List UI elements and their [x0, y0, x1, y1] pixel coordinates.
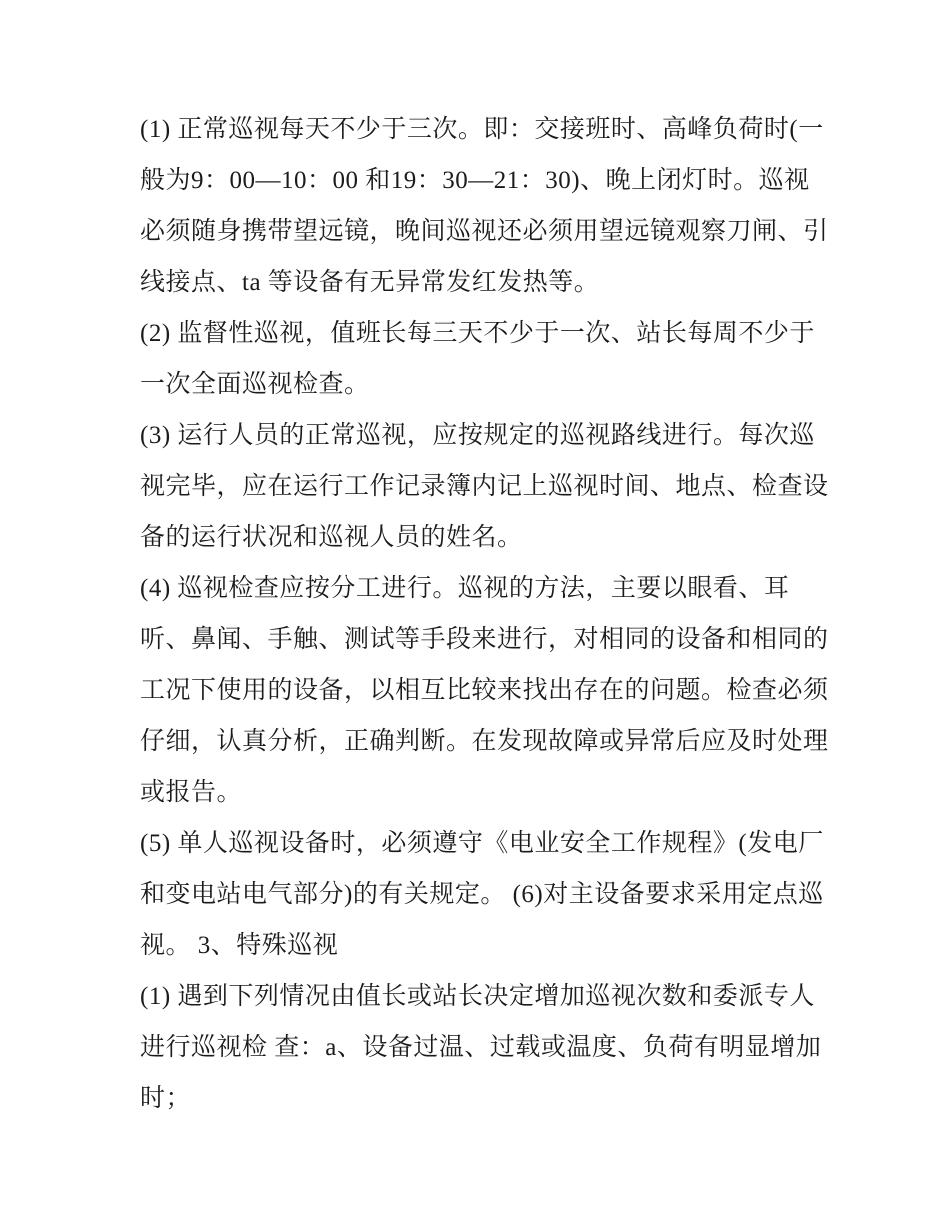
text-line: (1) 遇到下列情况由值长或站长决定增加巡视次数和委派专人: [140, 983, 815, 1010]
text-line: 仔细，认真分析，正确判断。在发现故障或异常后应及时处理: [140, 728, 829, 755]
text-line: (5) 单人巡视设备时，必须遵守《电业安全工作规程》(发电厂: [140, 830, 824, 857]
text-line: (4) 巡视检查应按分工进行。巡视的方法，主要以眼看、耳: [140, 575, 790, 602]
text-line: 工况下使用的设备，以相互比较来找出存在的问题。检查必须: [140, 677, 829, 704]
text-line: 进行巡视检 查：a、设备过温、过载或温度、负荷有明显增加: [140, 1034, 822, 1061]
text-line: 听、鼻闻、手触、测试等手段来进行，对相同的设备和相同的: [140, 626, 829, 653]
text-line: 备的运行状况和巡视人员的姓名。: [140, 524, 523, 551]
text-line: 视。 3、特殊巡视: [140, 932, 339, 959]
text-line: (2) 监督性巡视，值班长每三天不少于一次、站长每周不少于: [140, 320, 815, 347]
document-text-block: [140, 104, 850, 1124]
text-line: 和变电站电气部分)的有关规定。 (6)对主设备要求采用定点巡: [140, 881, 824, 908]
text-line: (3) 运行人员的正常巡视，应按规定的巡视路线进行。每次巡: [140, 422, 815, 449]
text-line: 一次全面巡视检查。: [140, 371, 370, 398]
text-line: 视完毕，应在运行工作记录簿内记上巡视时间、地点、检查设: [140, 473, 829, 500]
text-line: 时；: [140, 1085, 192, 1112]
text-line: (1) 正常巡视每天不少于三次。即：交接班时、高峰负荷时(一: [140, 116, 824, 143]
text-line: 线接点、ta 等设备有无异常发红发热等。: [140, 269, 600, 296]
text-line: 必须随身携带望远镜，晚间巡视还必须用望远镜观察刀闸、引: [140, 218, 829, 245]
text-line: 般为9：00—10：00 和19：30—21：30)、晚上闭灯时。巡视: [140, 167, 810, 194]
text-line: 或报告。: [140, 779, 243, 806]
